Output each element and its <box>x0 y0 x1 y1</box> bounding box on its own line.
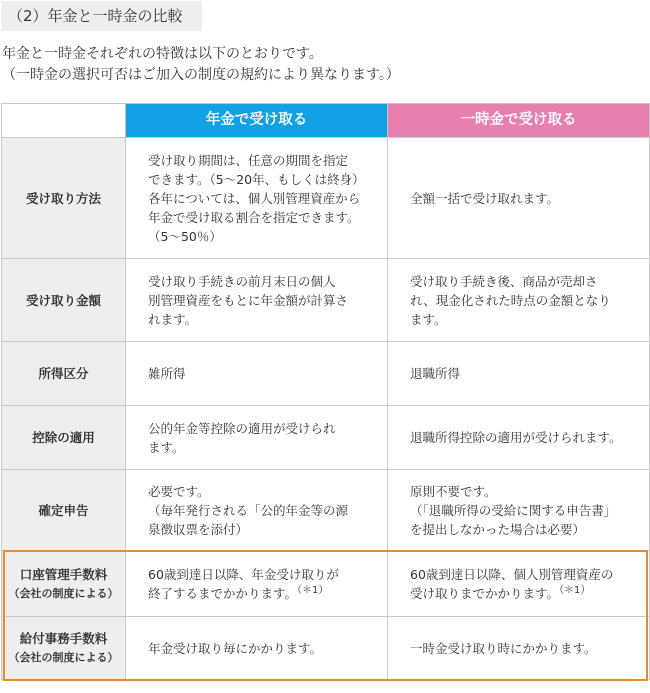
row-label <box>2 617 126 680</box>
pension-cell <box>126 551 388 617</box>
footnote-marker: （＊1） <box>297 584 329 596</box>
lump-sum-cell <box>388 551 650 617</box>
row-label: 確定申告 <box>2 470 126 551</box>
cell-line: 公的年金等控除の適用が受けられ <box>148 420 336 436</box>
row-label: 所得区分 <box>2 342 126 406</box>
row-label-main: 給付事務手数料 <box>19 631 108 646</box>
table-row <box>2 617 650 680</box>
intro-line: （一時金の選択可否はご加入の制度の規約により異なります。） <box>2 67 400 83</box>
footnote-marker: （＊1） <box>559 584 591 596</box>
header-pension: 年金で受け取る <box>126 104 388 138</box>
cell-line: （5～50％） <box>148 228 222 244</box>
pension-cell <box>126 617 388 680</box>
table-row <box>2 342 650 406</box>
lump-sum-cell <box>388 617 650 680</box>
cell-line: 原則不要です。 <box>410 483 497 499</box>
cell-line: ます。 <box>148 439 185 455</box>
pension-cell <box>126 138 388 259</box>
cell-line: 年金で受け取る割合を指定できます。 <box>148 209 360 225</box>
cell-line: 60歳到達日以降、年金受け取りが <box>148 566 339 582</box>
lump-sum-cell <box>388 406 650 470</box>
row-label-sub: （会社の制度による） <box>8 586 119 600</box>
table-row <box>2 138 650 259</box>
cell-line: できます。（5～20年、もしくは終身） <box>148 171 365 187</box>
cell-line: 雑所得 <box>148 366 186 381</box>
cell-line: 別管理資産をもとに年金額が計算さ <box>148 292 349 308</box>
cell-line: 退職所得控除の適用が受けられます。 <box>410 430 622 445</box>
cell-line: 全額一括で受け取れます。 <box>410 190 560 206</box>
pension-cell <box>126 342 388 406</box>
cell-line: を提出しなかった場合は必要） <box>410 521 586 537</box>
table-row <box>2 259 650 342</box>
lump-sum-cell <box>388 259 650 342</box>
cell-line: ます。 <box>410 311 447 327</box>
cell-line <box>410 584 633 603</box>
cell-line: （「退職所得の受給に関する申告書」 <box>410 502 617 518</box>
section-heading: （2）年金と一時金の比較 <box>1 1 202 31</box>
row-label-sub: （会社の制度による） <box>8 651 119 664</box>
cell-line: 受け取り期間は、任意の期間を指定 <box>148 152 349 168</box>
table-row <box>2 406 650 470</box>
cell-line: れ、現金化された時点の金額となり <box>410 292 611 308</box>
cell-line: （毎年発行される「公的年金等の源 <box>148 502 349 518</box>
cell-line: れます。 <box>148 311 198 327</box>
cell-line: 60歳到達日以降、個人別管理資産の <box>410 566 614 582</box>
cell-line: 退職所得 <box>410 366 461 381</box>
cell-line: 受け取り手続きの前月末日の個人 <box>148 273 336 289</box>
cell-line: 泉徴収票を添付） <box>148 521 249 537</box>
table-row <box>2 470 650 551</box>
header-blank <box>2 104 126 138</box>
cell-line: 受け取り手続き後、商品が売却さ <box>410 273 598 289</box>
row-label-main: 口座管理手数料 <box>19 566 108 582</box>
header-row <box>2 104 650 138</box>
lump-sum-cell <box>388 138 650 259</box>
row-label: 控除の適用 <box>2 406 126 470</box>
cell-line: 各年については、個人別管理資産から <box>148 190 361 206</box>
table-row <box>2 551 650 617</box>
header-lump-sum: 一時金で受け取る <box>388 104 650 138</box>
cell-line-text: 終了するまでかかります。 <box>148 585 298 601</box>
cell-line-text: 受け取りまでかかります。 <box>410 585 560 601</box>
row-label <box>2 551 126 617</box>
cell-line: 年金受け取り毎にかかります。 <box>148 640 323 656</box>
pension-cell <box>126 406 388 470</box>
pension-cell <box>126 259 388 342</box>
pension-cell <box>126 470 388 551</box>
row-label: 受け取り金額 <box>2 259 126 342</box>
comparison-table <box>1 103 650 680</box>
cell-line: 一時金受け取り時にかかります。 <box>410 640 597 656</box>
intro-text <box>2 44 648 86</box>
cell-line <box>148 584 371 603</box>
cell-line: 必要です。 <box>148 483 210 499</box>
lump-sum-cell <box>388 470 650 551</box>
row-label: 受け取り方法 <box>2 138 126 259</box>
intro-line: 年金と一時金それぞれの特徴は以下のとおりです。 <box>2 46 323 62</box>
lump-sum-cell <box>388 342 650 406</box>
